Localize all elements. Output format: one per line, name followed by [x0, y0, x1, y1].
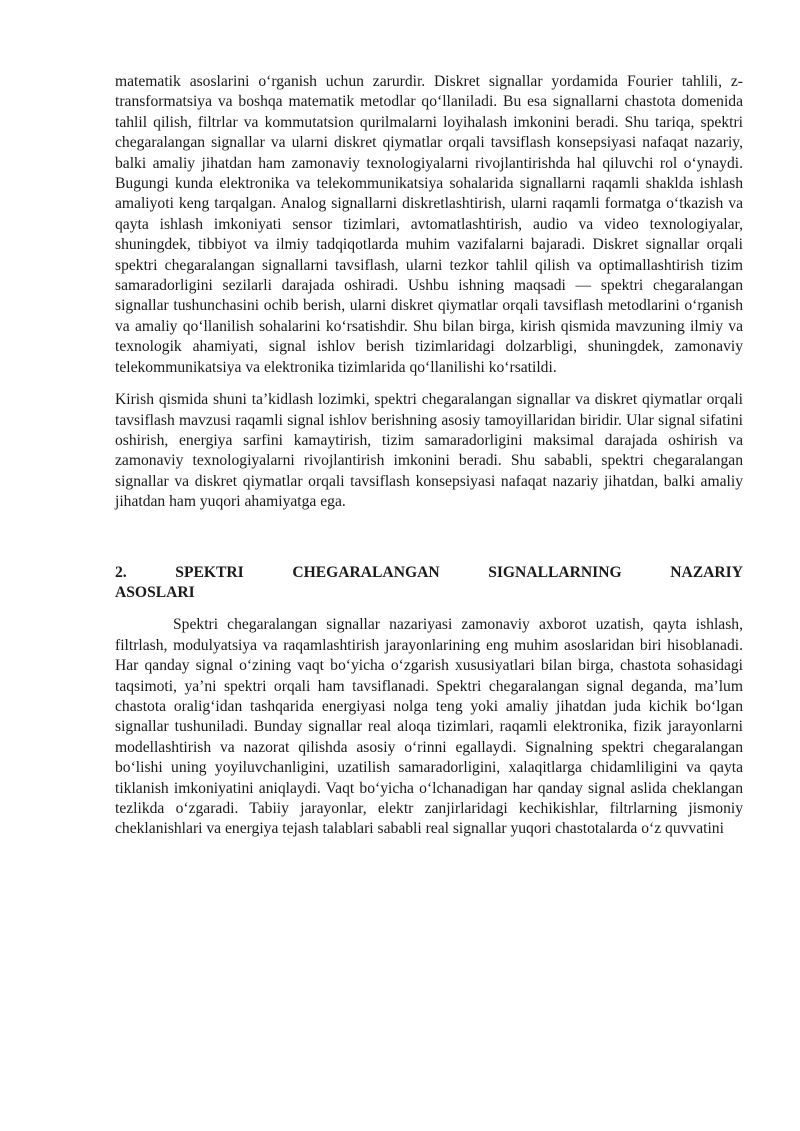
heading-word: SPEKTRI: [175, 563, 244, 581]
paragraph-intro-summary: Kirish qismida shuni ta’kidlash lozimki, spektri chegaralangan signallar va diskret qiymatlar orqali tavsiflash mavzusi raqamli signal ishlov berishning asosiy tamoyillaridan biridir. Ular signal sifatini oshirish, energiya sarfini kamaytirish, tizim samaradorligini maksimal darajada oshirish va zamonaviy texnologiyalarni rivojlantirish imkonini beradi. Shu sababli, spektri chegaralangan signallar va diskret qiymatlar orqali tavsiflash konsepsiyasi nafaqat nazariy jihatdan, balki amaliy jihatdan ham yuqori ahamiyatga ega.: [115, 391, 743, 511]
heading-line-2: ASOSLARI: [115, 583, 195, 601]
heading-word: CHEGARALANGAN: [292, 563, 440, 581]
paragraph-section-2: Spektri chegaralangan signallar nazariyasi zamonaviy axborot uzatish, qayta ishlash, filtrlash, modulyatsiya va raqamlashtirish jarayonlarining eng muhim asoslaridan biri hisoblanadi. Har qanday signal o‘zining vaqt bo‘yicha o‘zgarish xususiyatlari bilan birga, chastota sohasidagi taqsimoti, ya’ni spektri orqali ham tavsiflanadi. Spektri chegaralangan signal deganda, ma’lum chastota oralig‘idan tashqarida energiyasi nolga teng yoki amaliy jihatdan juda kichik bo‘lgan signallar tushuniladi. Bunday signallar real aloqa tizimlari, raqamli elektronika, fizik jarayonlarni modellashtirish va nazorat qilishda asosiy o‘rinni egallaydi. Signalning spektri chegaralangan bo‘lishi uning yoyiluvchanligini, uzatilish samaradorligini, xalaqitlarga chidamliligini va qayta tiklanish imkoniyatini aniqlaydi. Vaqt bo‘yicha o‘lchanadigan har qanday signal aslida cheklangan tezlikda o‘zgaradi. Tabiiy jarayonlar, elektr zanjirlaridagi kechikishlar, filtrlarning jismoniy cheklanishlari va energiya tejash talablari sababli real signallar yuqori chastotalarda o‘z quvvatini: [115, 616, 743, 838]
section-heading: [115, 563, 743, 604]
paragraph-intro-continued: matematik asoslarini o‘rganish uchun zarurdir. Diskret signallar yordamida Fourier tahlili, z-transformatsiya va boshqa matematik metodlar qo‘llaniladi. Bu esa signallarni chastota domenida tahlil qilish, filtrlar va kommutatsion qurilmalarni loyihalash imkonini beradi. Shu tariqa, spektri chegaralangan signallar va ularni diskret qiymatlar orqali tavsiflash konsepsiyasi nafaqat nazariy, balki amaliy jihatdan ham zamonaviy texnologiyalarni rivojlantirishda hal qiluvchi rol o‘ynaydi. Bugungi kunda elektronika va telekommunikatsiya sohalarida signallarni raqamli shaklda ishlash amaliyoti keng tarqalgan. Analog signallarni diskretlashtirish, ularni raqamli formatga o‘tkazish va qayta ishlash imkoniyati sensor tizimlari, avtomatlashtirish, audio va video texnologiyalar, shuningdek, tibbiyot va ilmiy tadqiqotlarda muhim vazifalarni bajaradi. Diskret signallar orqali spektri chegaralangan signallarni tavsiflash, ularni tezkor tahlil qilish va optimallashtirish tizim samaradorligini sezilarli darajada oshiradi. Ushbu ishning maqsadi — spektri chegaralangan signallar tushunchasini ochib berish, ularni diskret qiymatlar orqali tavsiflash metodlarini o‘rganish va amaliy qo‘llanilish sohalarini ko‘rsatishdir. Shu bilan birga, kirish qismida mavzuning ilmiy va texnologik ahamiyati, signal ishlov berish tizimlaridagi dolzarbligi, shuningdek, zamonaviy telekommunikatsiya va elektronika tizimlarida qo‘llanilishi ko‘rsatildi.: [115, 73, 743, 376]
document-page: [115, 72, 743, 840]
heading-word: SIGNALLARNING: [488, 563, 622, 581]
heading-word: NAZARIY: [670, 563, 743, 581]
section-number: 2.: [115, 563, 127, 581]
